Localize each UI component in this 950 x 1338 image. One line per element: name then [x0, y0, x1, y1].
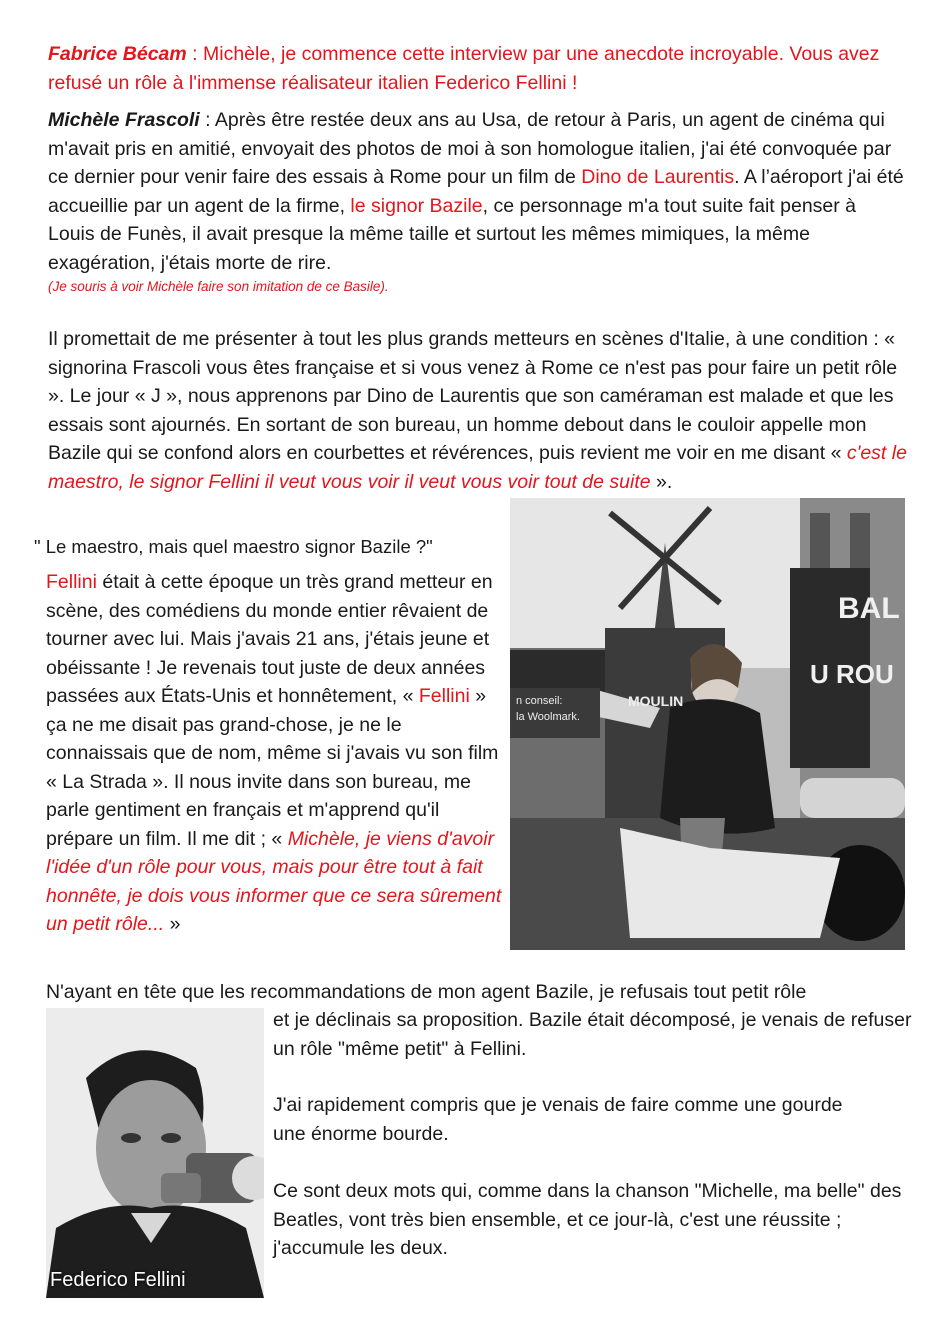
sign-moulin: MOULIN [628, 693, 684, 709]
quote-maestro: c'est le maestro, le signor Fellini il veut vous voir il veut vous voir tout de suite [48, 442, 907, 493]
sign-bal: BAL [838, 592, 900, 625]
answer-paragraph-2: Il promettait de me présenter à tout les plus grands metteurs en scènes d'Italie, à une condition : « signorina Frascoli vous êtes française et si vous venez à Rome ce n'est pas pour faire un petit rôle ». Le jour « J », nous apprenons par Dino de Laurentis que son caméraman est malade et que les essais sont ajournés. En sortant de son bureau, un homme debout dans le couloir appelle mon Bazile qui se confond alors en courbettes et révérences, puis revient me voir en me disant « c'est le maestro, le signor Fellini il veut vous voir il veut vous voir tout de suite ». [48, 328, 907, 493]
answer-paragraph-4: Fellini était à cette époque un très grand metteur en scène, des comédiens du monde entier rêvaient de tourner avec lui. Mais j'avais 21 ans, j'étais jeune et obéissante ! Je revenais tout juste de deux années passées aux États-Unis et honnêtement, « Fellini » ça ne me disait pas grand-chose, je ne le connaissais que de nom, même si j'avais vu son film « La Strada ». Il nous invite dans son bureau, me parle gentiment en français et m'apprend qu'il prépare un film. Il me dit ; « Michèle, je viens d'avoir l'idée d'un rôle pour vous, mais pour être tout à fait honnête, je dois vous informer que ce sera sûrement un petit rôle... » [46, 571, 502, 935]
highlight-fellini-2: Fellini [418, 685, 470, 707]
highlight-dino: Dino de Laurentis [581, 166, 735, 188]
highlight-bazile: le signor Bazile [350, 194, 483, 217]
editor-note: (Je souris à voir Michèle faire son imitation de ce Basile). [48, 279, 389, 294]
sign-rouge: U ROU [810, 659, 894, 689]
fellini-portrait [46, 1008, 264, 1298]
answer-line-maestro: " Le maestro, mais quel maestro signor Bazile ?" [34, 536, 433, 557]
photo-caption-fellini: Federico Fellini [50, 1269, 186, 1291]
highlight-fellini-1: Fellini [46, 571, 97, 593]
photo-federico-fellini [46, 1008, 264, 1298]
sign-woolmark-1: n conseil: [516, 695, 563, 707]
interview-question: Fabrice Bécam : Michèle, je commence cette interview par une anecdote incroyable. Vous avez refusé un rôle à l'immense réalisateur italien Federico Fellini ! [48, 43, 880, 94]
question-text: Michèle, je commence cette interview par une anecdote incroyable. Vous avez refusé un rôle à l'immense réalisateur italien Federico Fellini ! [48, 43, 880, 94]
interviewee-name: Michèle Frascoli [48, 109, 200, 131]
answer-paragraph-1: Michèle Frascoli : Après être restée deux ans au Usa, de retour à Paris, un agent de cinéma qui m'avait pris en amitié, envoyait des photos de moi à son homologue italien, j'ai été convoquée par ce dernier pour venir faire des essais à Rome pour un film de Dino de Laurentis. A l’aéroport j'ai été accueillie par un agent de la firme, le signor Bazile, ce personnage m'a tout suite fait penser à Louis de Funès, il avait presque la même taille et surtout les mêmes mimiques, la même exagération, j'étais morte de rire. [48, 109, 904, 274]
quote-fellini: Michèle, je viens d'avoir l'idée d'un rôle pour vous, mais pour être tout à fait honnête, je dois vous informer que ce sera sûrement un petit rôle... [46, 827, 502, 935]
answer-paragraph-5-rest: et je déclinais sa proposition. Bazile était décomposé, je venais de refuser un rôle "même petit" à Fellini. [273, 1009, 912, 1060]
answer-paragraph-7: Ce sont deux mots qui, comme dans la chanson "Michelle, ma belle" des Beatles, vont très bien ensemble, et ce jour-là, c'est une réussite ; j'accumule les deux. [273, 1180, 902, 1259]
moulin-rouge-scene [510, 498, 905, 950]
sign-woolmark-2: la Woolmark. [516, 711, 580, 723]
photo-moulin-rouge [510, 498, 905, 950]
answer-paragraph-6: J'ai rapidement compris que je venais de faire comme une gourde une énorme bourde. [273, 1094, 843, 1145]
answer-paragraph-5-first-line: N'ayant en tête que les recommandations de mon agent Bazile, je refusais tout petit rôle [46, 981, 807, 1003]
interviewer-name: Fabrice Bécam [48, 43, 187, 65]
